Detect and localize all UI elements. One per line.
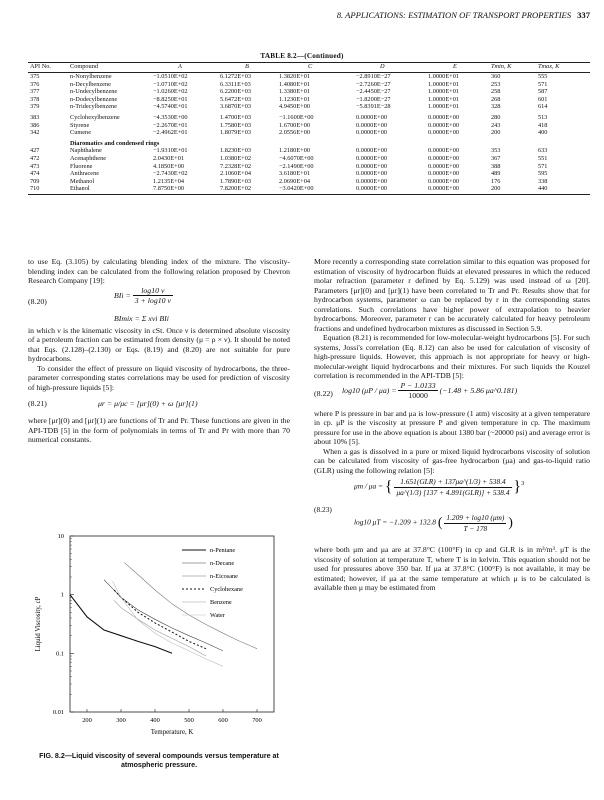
table-cell: 5.6472E+03 (220, 95, 252, 103)
table-row (28, 73, 590, 81)
table-cell: −2.4962E+01 (153, 129, 188, 137)
table-cell: 0.0000E+00 (428, 185, 460, 193)
legend-label: Cyclohexane (210, 586, 243, 593)
table-cell: 0.0000E+00 (356, 147, 388, 155)
table-cell: 0.0000E+00 (356, 170, 388, 178)
col-header: API No. (30, 63, 51, 70)
table-cell: 1.7890E+03 (220, 177, 252, 185)
table-cell: −4.5740E+01 (153, 103, 188, 111)
table-cell: 338 (538, 177, 548, 185)
table-cell: 1.0000E+01 (428, 80, 460, 88)
table-cell: 342 (30, 129, 40, 137)
table-cell: 473 (30, 162, 40, 170)
y-tick-label: 1 (60, 591, 64, 599)
series-line-benzene (114, 600, 206, 656)
table-cell: n-Dodecylbenzene (70, 95, 118, 103)
table-cell: n-Nonylbenzene (70, 73, 112, 80)
table-cell: 7.8200E+02 (220, 185, 252, 193)
table-cell: 709 (30, 177, 40, 185)
table-cell: 200 (491, 129, 501, 137)
table-cell: 0.0000E+00 (356, 121, 388, 129)
table-cell: 367 (491, 154, 501, 162)
chart-svg (28, 528, 290, 750)
series-line-cyclohexane (114, 590, 206, 649)
y-tick-label: 10 (57, 533, 64, 540)
y-tick-label: 0.1 (56, 650, 64, 658)
table-cell: 472 (30, 154, 40, 162)
table-cell: n-Undecylbenzene (70, 88, 118, 96)
table-cell: −2.7260E−27 (356, 80, 391, 88)
table-cell: 2.0430E+01 (153, 154, 185, 162)
table-cell: 1.0000E+01 (428, 103, 460, 111)
table-cell: 1.7580E+03 (220, 121, 252, 129)
y-axis-label: Liquid Viscosity, cP (35, 596, 42, 652)
legend-label: n-Pentane (210, 547, 236, 554)
table-cell: 551 (538, 154, 548, 162)
table-row (28, 96, 590, 104)
plot-frame (70, 536, 274, 712)
table-cell: −2.4450E−27 (356, 88, 391, 96)
table-cell: 258 (491, 88, 501, 96)
table-cell: 571 (538, 80, 548, 88)
table-cell: 1.0380E+02 (220, 154, 252, 162)
table-cell: 0.0000E+00 (356, 177, 388, 185)
table-cell: −2.7430E+02 (153, 170, 188, 178)
x-tick-label: 700 (252, 717, 262, 724)
equation-8-22: (8.22) log10 (μP / μa) = $\frac{P - 1.0133}{10000}$ (−1.48 + 5.86 μa^0.181) (314, 380, 518, 400)
paragraph: To consider the effect of pressure on liquid viscosity of hydrocarbons, the three-parameter corresponding states correlations may be used for prediction of viscosity of high-pressure liquids [5]: (28, 363, 290, 392)
paragraph: Equation (8.21) is recommended for low-molecular-weight hydrocarbons [5]. For such systems, Jossi's correlation (Eq. 8.12) can also be used for calculation of viscosity of high-pressure liquids. However, this approach is not appropriate for heavy or high-molecular-weight liquid hydrocarbons and their mixtures. For such liquids the Kouzel correlation is recommended in the API-TDB [5]: (314, 333, 590, 380)
table-cell: 474 (30, 170, 40, 178)
table-cell: 377 (30, 88, 40, 96)
running-header (28, 10, 590, 24)
table-cell: Styrene (70, 121, 90, 129)
table-cell: 0.0000E+00 (428, 162, 460, 170)
table-cell: 587 (538, 88, 548, 96)
table-cell: 400 (538, 129, 548, 137)
legend-label: Water (210, 612, 225, 619)
table-cell: 571 (538, 162, 548, 170)
table-cell: −5.8391E−28 (356, 103, 391, 111)
table-title: TABLE 8.2—(Continued) (260, 52, 344, 60)
x-tick-label: 200 (82, 717, 92, 724)
table-cell: 595 (538, 170, 548, 178)
table-cell: 6.2200E+03 (220, 88, 252, 96)
table-cell: Cyclohexylbenzene (70, 113, 120, 121)
table-row (28, 178, 590, 186)
table-cell: 376 (30, 80, 40, 88)
table-section-label: Diaromatics and condensed rings (70, 139, 160, 147)
table-cell: 4.1850E+00 (153, 162, 185, 170)
table-cell: −1.0710E+02 (153, 80, 188, 88)
table-cell: 1.0000E+01 (428, 73, 460, 80)
y-tick-label: 0.01 (52, 709, 64, 716)
table-cell: 489 (491, 170, 501, 178)
table-cell: 3.6180E+01 (279, 170, 311, 178)
legend-label: Benzene (210, 599, 232, 606)
equation-8-21: (8.21) μr = μ/μc = [μr](0) + ω [μr](1) (28, 399, 198, 408)
table-row (28, 163, 590, 171)
table-cell: −2.8910E−27 (356, 73, 391, 80)
table-cell: 176 (491, 177, 501, 185)
table-cell: −8.8250E+01 (153, 95, 188, 103)
table-cell: −1.0510E+02 (153, 73, 188, 80)
paragraph: where [μr](0) and [μr](1) are functions of Tr and Pr. These functions are given in the API-TDB [5] in the form of polynomials in terms of Tr and Pr with more than 70 numerical constants. (28, 416, 290, 444)
table-cell: 0.0000E+00 (356, 154, 388, 162)
table-cell: n-Tridecylbenzene (70, 103, 117, 111)
table-cell: 0.0000E+00 (428, 113, 460, 121)
table-row (28, 170, 590, 178)
paragraph: in which ν is the kinematic viscosity in cSt. Once ν is determined absolute viscosity of a petroleum fraction can be estimated from density (μ = ρ × ν). It should be noted that Eqs. (2.128)–(2.130) or Eqs. (8.19) and (8.20) are not suitable for pure hydrocarbons. (28, 325, 290, 363)
table-cell: 513 (538, 113, 548, 121)
table-cell: Cumene (70, 129, 91, 137)
col-header: Compound (70, 63, 98, 70)
table-cell: 4.9450E+00 (279, 103, 311, 111)
table-row (28, 81, 590, 89)
table-cell: −1.8200E−27 (356, 95, 391, 103)
table-cell: 328 (491, 103, 501, 111)
table-row (28, 129, 590, 137)
legend-label: n-Decane (210, 560, 235, 567)
table-cell: 360 (491, 73, 501, 80)
table-cell: 418 (538, 121, 548, 129)
table-cell: 7.8750E+00 (153, 185, 185, 193)
table-cell: −4.6070E+00 (279, 154, 314, 162)
table-row (28, 147, 590, 155)
table-cell: 0.0000E+00 (356, 129, 388, 137)
x-tick-label: 500 (184, 717, 194, 724)
table-cell: −1.1600E+00 (279, 113, 314, 121)
table-cell: 1.8230E+03 (220, 147, 252, 155)
table-cell: 0.0000E+00 (356, 113, 388, 121)
table-row (28, 103, 590, 111)
paragraph: where P is pressure in bar and μa is low-pressure (1 atm) viscosity at a given temperature in cp. μP is the viscosity at pressure P and given temperature in cp. The maximum pressure for use in the above equation is about 1380 bar (~20000 psi) and average error is about 10% [5]. (314, 408, 590, 446)
table-row (28, 122, 590, 130)
table-cell: 379 (30, 103, 40, 111)
table-row (28, 114, 590, 122)
table-cell: 1.3820E+01 (279, 73, 311, 80)
col-header: Tmax, K (538, 63, 560, 70)
table-cell: n-Decylbenzene (70, 80, 111, 88)
paragraph: to use Eq. (3.105) by calculating blending index of the mixture. The viscosity-blending index can be calculated from the following relation proposed by Chevron Research Company [19]: (28, 257, 290, 285)
table-cell: 268 (491, 95, 501, 103)
table-cell: Ethanol (70, 185, 90, 193)
table-cell: 6.1272E+03 (220, 73, 252, 80)
table-cell: 1.0000E+01 (428, 95, 460, 103)
table-cell: −1.0260E+02 (153, 88, 188, 96)
table-cell: 614 (538, 103, 548, 111)
table-cell: 1.6700E+00 (279, 121, 311, 129)
x-tick-label: 300 (116, 717, 126, 724)
table-cell: 200 (491, 185, 501, 193)
table-cell: 1.2180E+00 (279, 147, 311, 155)
figure-caption: FIG. 8.2—Liquid viscosity of several compounds versus temperature at atmospheric pressure. (39, 752, 279, 769)
table-cell: 383 (30, 113, 40, 121)
table-cell: 3.6870E+03 (220, 103, 252, 111)
col-header: E (453, 63, 457, 70)
legend-label: n-Eicosane (210, 573, 238, 580)
table-cell: 0.0000E+00 (428, 147, 460, 155)
table-cell: 2.0556E+00 (279, 129, 311, 137)
table-cell: 1.1230E+01 (279, 95, 311, 103)
table-cell: Acenaphthene (70, 154, 107, 162)
col-header: C (308, 63, 313, 70)
table-cell: 0.0000E+00 (356, 162, 388, 170)
table-cell: 1.3380E+01 (279, 88, 311, 96)
right-column (314, 257, 590, 593)
col-header: B (245, 63, 249, 70)
table-cell: 280 (491, 113, 501, 121)
x-axis-label: Temperature, K (150, 729, 194, 736)
table-cell: Methanol (70, 177, 95, 185)
table-cell: 388 (491, 162, 501, 170)
paragraph: When a gas is dissolved in a pure or mixed liquid hydrocarbons viscosity of solution can be calculated from viscosity of gas-free hydrocarbon (μa) and gas-to-liquid ratio (GLR) using the following relation [5]: (314, 446, 590, 475)
table-cell: Fluorene (70, 162, 93, 170)
col-header: A (178, 63, 182, 70)
table-cell: 0.0000E+00 (428, 170, 460, 178)
table-row (28, 185, 590, 193)
table-cell: −2.1490E+00 (279, 162, 314, 170)
table-cell: Naphthalene (70, 147, 102, 155)
table-cell: 0.0000E+00 (428, 121, 460, 129)
table-cell: 555 (538, 73, 548, 80)
table-row (28, 88, 590, 96)
table-cell: 378 (30, 95, 40, 103)
table-cell: 0.0000E+00 (428, 177, 460, 185)
table-cell: 375 (30, 73, 40, 80)
table-cell: 427 (30, 147, 40, 155)
left-column (28, 257, 290, 445)
data-table (28, 62, 590, 195)
table-cell: 1.4080E+01 (279, 80, 311, 88)
table-cell: 7.2328E+02 (220, 162, 252, 170)
table-cell: 1.2135E+04 (153, 177, 185, 185)
table-cell: 0.0000E+00 (428, 154, 460, 162)
x-tick-label: 600 (218, 717, 228, 724)
table-cell: 710 (30, 185, 40, 193)
table-cell: 633 (538, 147, 548, 155)
viscosity-figure (28, 528, 290, 772)
table-cell: Anthracene (70, 170, 100, 178)
table-cell: 1.4700E+03 (220, 113, 252, 121)
col-header: D (380, 63, 385, 70)
series-line-water (113, 581, 224, 666)
table-cell: 2.1060E+04 (220, 170, 252, 178)
table-cell: 1.0000E+01 (428, 88, 460, 96)
table-cell: 6.3311E+03 (220, 80, 251, 88)
table-cell: −2.2670E+01 (153, 121, 188, 129)
series-line-n-decane (104, 580, 223, 651)
equation-8-23: (8.23) μm / μa = { $\frac{\text{1.651(GLR) + 137μa\textasciicircum{}(1/3) + 538.4}}{\text{μa\textasciicircum{}(1/3) [137 + 4.891(GLR)] + 538.4}}$ }$^3$ log10 μT = −1.209 + 132.8 ( $\frac{1.209 + \log 10 (\mu m)}{T - 178}$ ) (314, 477, 525, 533)
table-cell: 1.8079E+03 (220, 129, 252, 137)
table-cell: 243 (491, 121, 501, 129)
series-line-n-pentane (70, 595, 172, 654)
table-cell: 0.0000E+00 (356, 185, 388, 193)
paragraph: More recently a corresponding state correlation similar to this equation was proposed for estimation of viscosity of hydrocarbon fluids at elevated pressures in which the reduced molar refraction (parameter r defined by Eq. 5.129) was used instead of ω [20]. Parameters [μr](0) and [μr](1) have been correlated to Tr and Pr. Results show that for hydrocarbon systems, parameter ω can be replaced by r in the corresponding states correlations. Such correlations have higher power of extrapolation to heavier hydrocarbons. Moreover, parameter r can be accurately calculated for heavy petroleum fractions and undefined hydrocarbon mixtures as discussed in Section 5.9. (314, 257, 590, 333)
table-cell: 253 (491, 80, 501, 88)
table-cell: −3.0420E+00 (279, 185, 314, 193)
page-number: 337 (577, 10, 590, 20)
table-header-row (28, 63, 590, 72)
running-title: 8. APPLICATIONS: ESTIMATION OF TRANSPORT PROPERTIES (336, 10, 572, 20)
table-cell: 601 (538, 95, 548, 103)
table-cell: −1.9310E+01 (153, 147, 188, 155)
table-row (28, 155, 590, 163)
table-cell: −4.3530E+00 (153, 113, 188, 121)
equation-8-20: (8.20) BIi = $\frac{\log 10 \nu}{3 + \log 10 \nu}$ BImix = Σ xvi BIi (28, 285, 171, 323)
table-cell: 353 (491, 147, 501, 155)
x-tick-label: 400 (150, 717, 160, 724)
table-cell: 386 (30, 121, 40, 129)
paragraph: where both μm and μa are at 37.8°C (100°F) in cp and GLR is in m³/m³. μT is the viscosity of solution at temperature T, where T is in kelvin. This equation should not be used for pressures above 350 bar. If μa at 37.8°C (100°F) is not available, it may be estimated; however, if μa at the same temperature at which μ is to be calculated is available then μ may be estimated from (314, 545, 590, 592)
table-cell: 0.0000E+00 (428, 129, 460, 137)
col-header: Tmin, K (491, 63, 512, 70)
table-cell: 440 (538, 185, 548, 193)
table-cell: 2.0690E+04 (279, 177, 311, 185)
